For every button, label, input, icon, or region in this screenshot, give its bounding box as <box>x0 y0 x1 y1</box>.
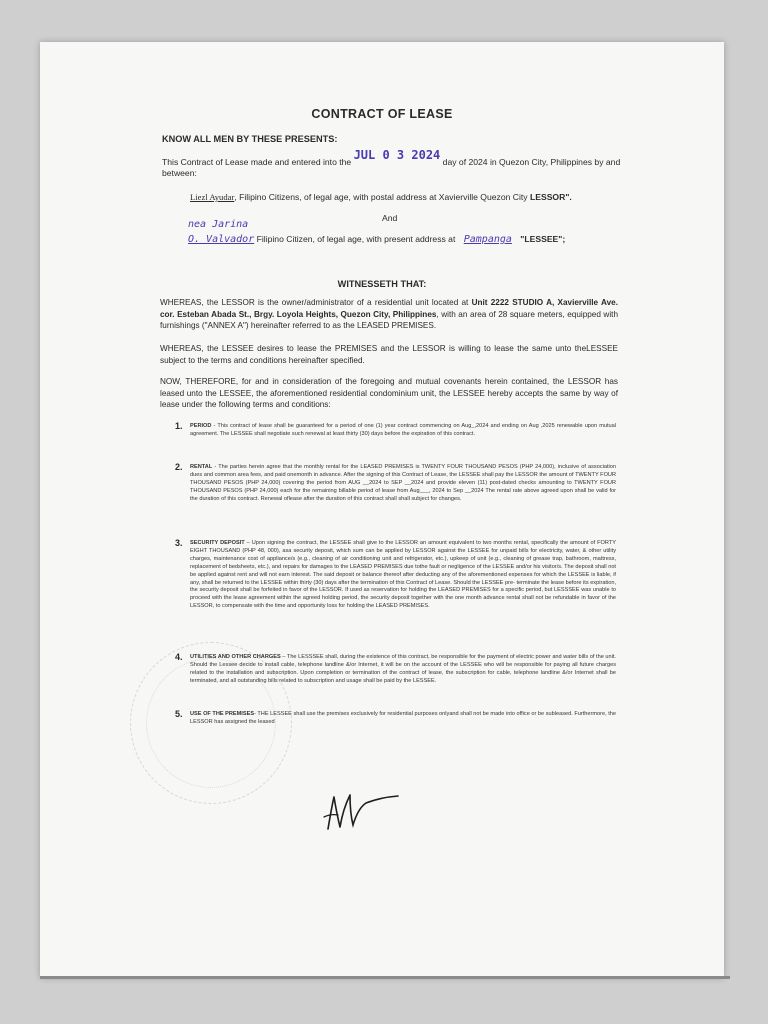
witnesseth-heading: WITNESSETH THAT: <box>337 279 427 289</box>
clause-1-heading: PERIOD <box>190 423 212 429</box>
clause-3-text: – Upon signing the contract, the LESSEE shall give to the LESSOR an amount equivalent to two months rental, specifically the amount of FORTY EIGHT THOUSAND (PHP 48, 000), asa security deposit, which sum can be applied by LESSOR against the LESSEE for unpaid bills for electricity, water, & other utility charges, maintenance cost of appliance/s (e.g., cleaning of air conditioning unit and refrigerator, etc.), upkeep of unit (e.g., cleaning of grease trap, bathroom, mattress, replacement of bedsheets, etc.), and repairs for damages to the LEASED PREMISES due tothe fault or negligence of the LESSEE and/or his visitor/s. The deposit shall not be applied against rent and will not earn interest. The said deposit or balance thereof after deducting any of the aforementioned expenses for which the LESSEE is liable, if any, shall be returned to the LESSEE within thirty (30) days after the termination of this Contract of Lease. Should the LESSEE pre- terminate the lease before its expiration, the security deposit shall be forfeited in favor of the LESSOR. If used as reservation for holding the LEASED PREMISES for a specific period, but LESSSEE was unable to proceed with the lease agreement within the agreed holding period, the security deposit together with the one month advance rental shall not be refundable in favor of the LESSOR, to compensate with the time and opportunity loss for holding the LEASED PREMISES. <box>190 540 616 610</box>
clause-4-heading: UTILITIES AND OTHER CHARGES <box>190 654 281 660</box>
document-page <box>40 42 724 978</box>
clause-1-number: 1. <box>175 421 183 431</box>
lessor-line <box>190 192 572 204</box>
intro-after: day of 2024 in Quezon City, Philippines by and <box>442 157 621 167</box>
clause-5-heading: USE OF THE PREMISES <box>190 711 255 717</box>
signature-mark <box>320 787 410 837</box>
clause-3-number: 3. <box>175 538 183 548</box>
lessor-text: , Filipino Citizens, of legal age, with postal address at Xavierville Quezon City <box>234 192 530 202</box>
lessee-address: Pampanga <box>463 234 512 245</box>
clause-4-number: 4. <box>175 652 183 662</box>
clause-1-period <box>190 423 616 439</box>
whereas-paragraph-2: WHEREAS, the LESSEE desires to lease the PREMISES and the LESSOR is willing to lease the same unto theLESSEE subject to the terms and conditions hereinafter specified. <box>160 344 618 365</box>
lessee-text: Filipino Citizen, of legal age, with present address at <box>254 234 456 244</box>
lessor-role: LESSOR". <box>529 192 572 202</box>
clause-2-rental <box>190 464 616 504</box>
whereas-paragraph-1 <box>160 297 618 332</box>
clause-4-utilities <box>190 654 616 686</box>
lessee-name-line-1: nea Jarina <box>188 219 249 230</box>
clause-1-text: - This contract of lease shall be guaranteed for a period of one (1) year contract commencing on Aug_,2024 and ending on Aug ,2025 renewable upon mutual agreement. The LESSEE shall negotiate such renewal at least thirty (30) days before the expiration of this contract. <box>190 423 616 437</box>
lessee-role: "LESSEE"; <box>520 234 566 244</box>
clause-5-text: - THE LESSEE shall use the premises exclusively for residential purposes onlyand shall not be made into office or be subleased. Furthermore, the LESSOR has assigned the leased <box>190 711 616 725</box>
whereas1-c: , with an area of 28 square meters, equipped with furnishings ("ANNEX A") hereinafter referred to as the LEASED PREMISES. <box>160 309 618 330</box>
lessee-name-line-2: O. Valvador <box>188 234 255 245</box>
page-edge-shadow <box>40 976 730 979</box>
clause-2-heading: RENTAL <box>190 464 213 470</box>
clause-2-text: - The parties herein agree that the monthly rental for the LEASED PREMISES is TWENTY FOUR THOUSAND PESOS (PHP 24,000), inclusive of association dues and common area fees, and paid onemonth in advance. After the signing of this Contract of Lease, the LESSEE shall pay the LESSOR the amount of TWENTY FOUR THOUSAND PESOS (PHP 24,000) covering the period from AUG __2024 to SEP __2024 and provide eleven (11) post-dated checks amounting to TWENTY FOUR THOUSAND PESOS (PHP 24,000) each for the remaining billable period of lease from Aug___, 2024 to Sep __2024 The rental rate above agreed upon shall be valid for the duration of this contract. Renewal oflease after the duration of this contract shall shall subject for changes. <box>190 464 616 502</box>
and-label: And <box>382 213 398 223</box>
now-therefore-paragraph: NOW, THEREFORE, for and in consideration of the foregoing and mutual covenants herein contained, the LESSOR has leased unto the LESSEE, the aforementioned residential condominium unit, the LESSEE hereby accepts the same by way of lease under the following terms and conditions: <box>160 377 618 409</box>
know-all-heading: KNOW ALL MEN BY THESE PRESENTS: <box>162 134 338 144</box>
clause-5-number: 5. <box>175 709 183 719</box>
lessor-name: Liezl Ayudar <box>190 192 235 202</box>
clause-2-number: 2. <box>175 462 183 472</box>
intro-before: This Contract of Lease made and entered into the <box>162 157 352 167</box>
whereas1-a: WHEREAS, the LESSOR is the owner/administrator of a residential unit located at <box>160 298 472 307</box>
intro-line-1 <box>162 148 621 169</box>
date-stamp: JUL 0 3 2024 <box>353 148 441 162</box>
intro-line-2: between: <box>162 168 197 178</box>
document-title: CONTRACT OF LEASE <box>311 107 453 121</box>
clause-5-use-of-premises <box>190 711 616 727</box>
lessee-line <box>188 234 565 246</box>
whereas1-address: Unit 2222 STUDIO A, Xavierville Ave. cor. Esteban Abada St., Brgy. Loyola Heights, Quezon City, Philippines <box>160 298 618 319</box>
clause-4-text: – The LESSSEE shall, during the existence of this contract, be responsible for the payment of electric power and water bills of the unit. Should the Lessee decide to install cable, telephone landline &/or Internet, it will be on the account of the LESSEE who will be responsible for paying all future charges related to the installation and subscription. Upon completion or termination of the contract of lease, the subscription for cable, telephone landline &/or Internet shall be terminated, and all outstanding bills related to subscription and usage shall be paid by the LESSEE. <box>190 654 616 684</box>
clause-3-heading: SECURITY DEPOSIT <box>190 540 245 546</box>
clause-3-security-deposit <box>190 540 616 611</box>
